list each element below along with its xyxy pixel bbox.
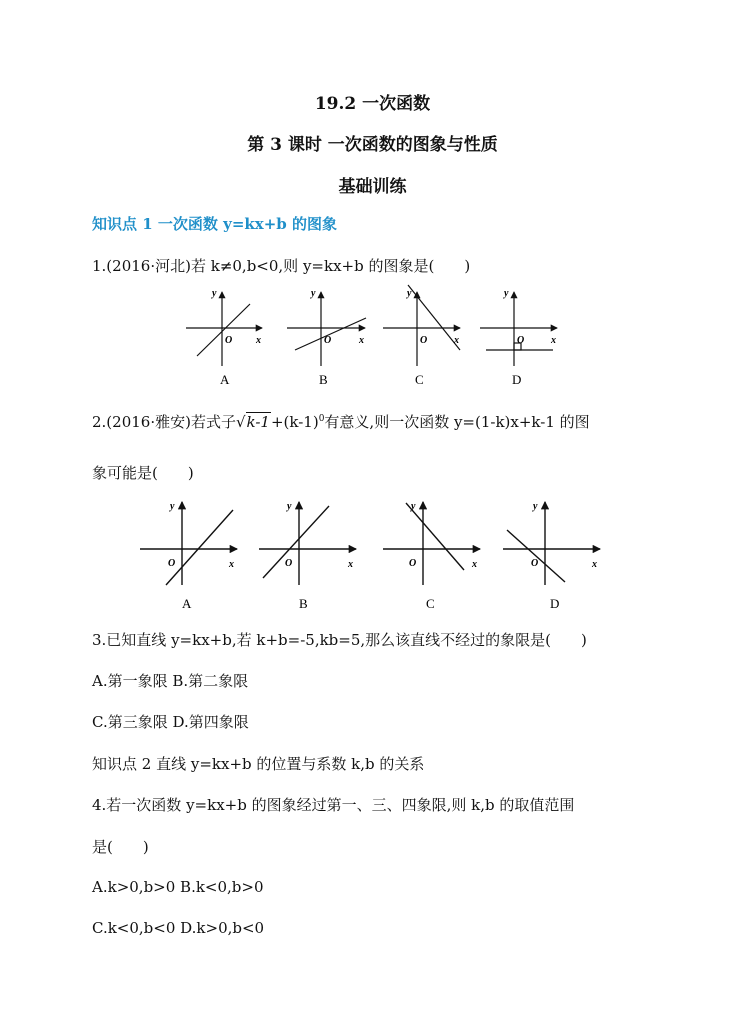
question-2-stem-line2: 象可能是( ) xyxy=(92,464,194,482)
lesson-title: 第 3 课时 一次函数的图象与性质 xyxy=(247,135,498,155)
question-3-options-row2: C.第三象限 D.第四象限 xyxy=(92,713,249,731)
square-root-expression: √k-1 xyxy=(235,413,270,431)
x-axis-label: x xyxy=(551,335,556,346)
question-3-options-row1: A.第一象限 B.第二象限 xyxy=(92,672,249,690)
option-label: D xyxy=(512,372,522,387)
q2-graph-c xyxy=(383,502,480,585)
q1-graph-a xyxy=(186,292,262,366)
origin-label: O xyxy=(324,335,332,346)
question-3-stem: 3.已知直线 y=kx+b,若 k+b=-5,kb=5,那么该直线不经过的象限是( ) xyxy=(92,631,587,649)
origin-label: O xyxy=(225,335,233,346)
option-label: A xyxy=(220,372,230,387)
option-label: B xyxy=(299,596,308,611)
q1-graph-b xyxy=(287,292,366,366)
q1-graph-d xyxy=(480,292,557,366)
option-label: B xyxy=(319,372,328,387)
y-axis-label: y xyxy=(407,288,412,299)
knowledge-point-1: 知识点 1 一次函数 y=kx+b 的图象 xyxy=(92,215,338,233)
option-label: A xyxy=(182,596,192,611)
question-4-stem-line2: 是( ) xyxy=(92,838,149,856)
y-axis-label: y xyxy=(533,501,538,512)
x-axis-label: x xyxy=(348,559,353,570)
section-title: 基础训练 xyxy=(338,177,407,197)
question-4-stem: 4.若一次函数 y=kx+b 的图象经过第一、三、四象限,则 k,b 的取值范围 xyxy=(92,796,575,814)
y-axis-label: y xyxy=(504,288,509,299)
origin-label: O xyxy=(409,558,417,569)
origin-label: O xyxy=(420,335,428,346)
question-2-stem: 2.(2016·雅安)若式子$√k-1+(k-1)^0$有意义,则一次函数 y=(1-k)x+k-1 的图 xyxy=(92,413,590,431)
x-axis-label: x xyxy=(472,559,477,570)
origin-label: O xyxy=(531,558,539,569)
x-axis-label: x xyxy=(229,559,234,570)
document-title: 19.2 一次函数 xyxy=(314,94,431,114)
q2-graph-a xyxy=(140,502,237,585)
y-axis-label: y xyxy=(212,288,217,299)
y-axis-label: y xyxy=(411,501,416,512)
option-label: C xyxy=(415,372,424,387)
option-label: C xyxy=(426,596,435,611)
q2-graph-d xyxy=(503,502,600,585)
x-axis-label: x xyxy=(359,335,364,346)
y-axis-label: y xyxy=(287,501,292,512)
x-axis-label: x xyxy=(454,335,459,346)
origin-label: O xyxy=(285,558,293,569)
option-label: D xyxy=(550,596,560,611)
knowledge-point-2: 知识点 2 直线 y=kx+b 的位置与系数 k,b 的关系 xyxy=(92,755,425,773)
x-axis-label: x xyxy=(256,335,261,346)
question-4-options-row1: A.k>0,b>0 B.k<0,b>0 xyxy=(92,878,264,896)
y-axis-label: y xyxy=(170,501,175,512)
graph-text-labels xyxy=(168,288,597,611)
question-1-stem: 1.(2016·河北)若 k≠0,b<0,则 y=kx+b 的图象是( ) xyxy=(92,257,471,275)
q2-graph-b xyxy=(259,502,356,585)
y-axis-label: y xyxy=(311,288,316,299)
origin-label: O xyxy=(168,558,176,569)
q1-graph-c xyxy=(383,285,460,366)
question-4-options-row2: C.k<0,b<0 D.k>0,b<0 xyxy=(92,919,265,937)
x-axis-label: x xyxy=(592,559,597,570)
origin-label: O xyxy=(517,335,525,346)
